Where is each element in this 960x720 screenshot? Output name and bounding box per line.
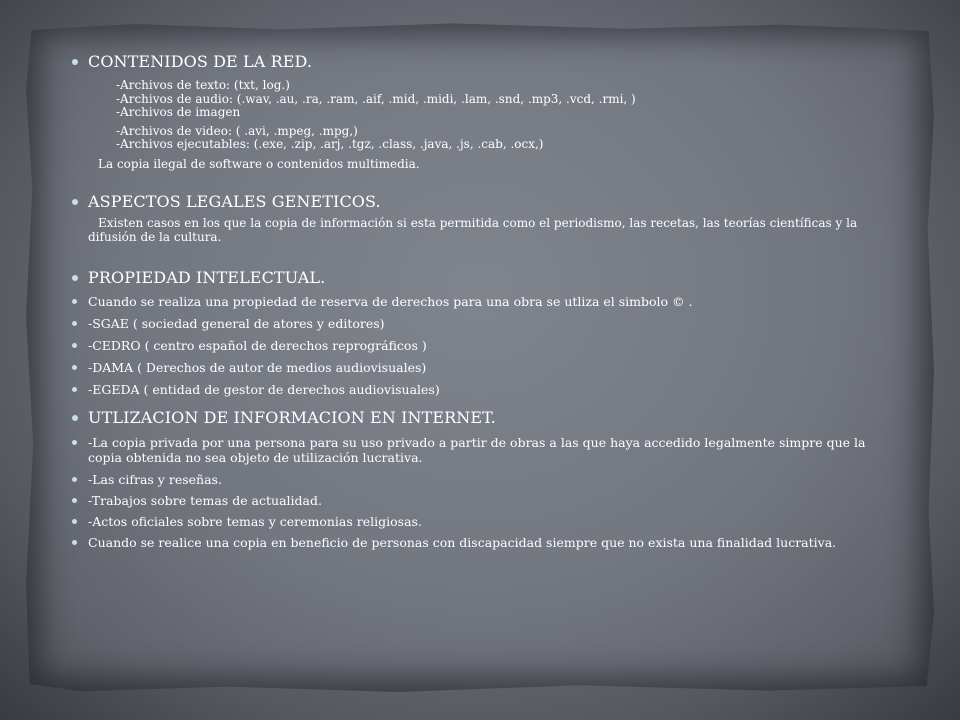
audio-files-line: -Archivos de audio: (.wav, .au, .ra, .ram, .aif, .mid, .midi, .lam, .snd, .mp3, .vcd, .rmi, )	[116, 91, 636, 106]
section-heading-utilizacion: UTLIZACION DE INFORMACION EN INTERNET.	[62, 408, 902, 428]
bullet-icon	[72, 199, 78, 205]
list-item: -CEDRO ( centro español de derechos reprográficos )	[62, 338, 902, 353]
bullet-icon	[72, 365, 77, 370]
bullet-icon	[72, 321, 77, 326]
list-item: -Trabajos sobre temas de actualidad.	[62, 493, 902, 508]
image-files-line: -Archivos de imagen	[116, 105, 241, 119]
list-item: Cuando se realice una copia en beneficio de personas con discapacidad siempre que no exista una finalidad lucrativa.	[62, 535, 902, 550]
section-heading-contenidos: CONTENIDOS DE LA RED.	[62, 52, 902, 72]
list-item: -EGEDA ( entidad de gestor de derechos audiovisuales)	[62, 382, 902, 397]
text-files-line: -Archivos de texto: (txt, log.)	[116, 78, 290, 92]
list-item: Cuando se realiza una propiedad de reserva de derechos para una obra se utliza el simbolo © .	[62, 294, 902, 309]
list-item: -DAMA ( Derechos de autor de medios audiovisuales)	[62, 360, 902, 375]
file-types-block-b	[62, 125, 902, 152]
bullet-icon	[72, 540, 77, 545]
bullet-icon	[72, 59, 78, 65]
list-item: -Las cifras y reseñas.	[62, 472, 902, 487]
bullet-icon	[72, 415, 78, 421]
bullet-icon	[72, 498, 77, 503]
bullet-icon	[72, 477, 77, 482]
bullet-icon	[72, 275, 78, 281]
slide-content	[62, 52, 902, 550]
bullet-icon	[72, 519, 77, 524]
list-item: -Actos oficiales sobre temas y ceremonias religiosas.	[62, 514, 902, 529]
list-item: -SGAE ( sociedad general de atores y editores)	[62, 316, 902, 331]
bullet-icon	[72, 440, 77, 445]
illegal-copy-note: La copia ilegal de software o contenidos multimedia.	[98, 156, 420, 171]
file-types-block-a	[62, 79, 902, 120]
section-heading-aspectos: ASPECTOS LEGALES GENETICOS.	[62, 192, 902, 212]
legal-cases-paragraph: Existen casos en los que la copia de información si esta permitida como el periodismo, las recetas, las teorías científicas y la difusión de la cultura.	[88, 216, 858, 244]
list-item: -La copia privada por una persona para su uso privado a partir de obras a las que haya accedido legalmente simpre que la copia obtenida no sea objeto de utilización lucrativa.	[62, 435, 902, 465]
bullet-icon	[72, 343, 77, 348]
executable-files-line: -Archivos ejecutables: (.exe, .zip, .arj, .tgz, .class, .java, .js, .cab, .ocx,)	[116, 137, 544, 151]
bullet-icon	[72, 387, 77, 392]
section-heading-propiedad: PROPIEDAD INTELECTUAL.	[62, 268, 902, 288]
bullet-icon	[72, 299, 77, 304]
video-files-line: -Archivos de video: ( .avi, .mpeg, .mpg,)	[116, 123, 358, 138]
